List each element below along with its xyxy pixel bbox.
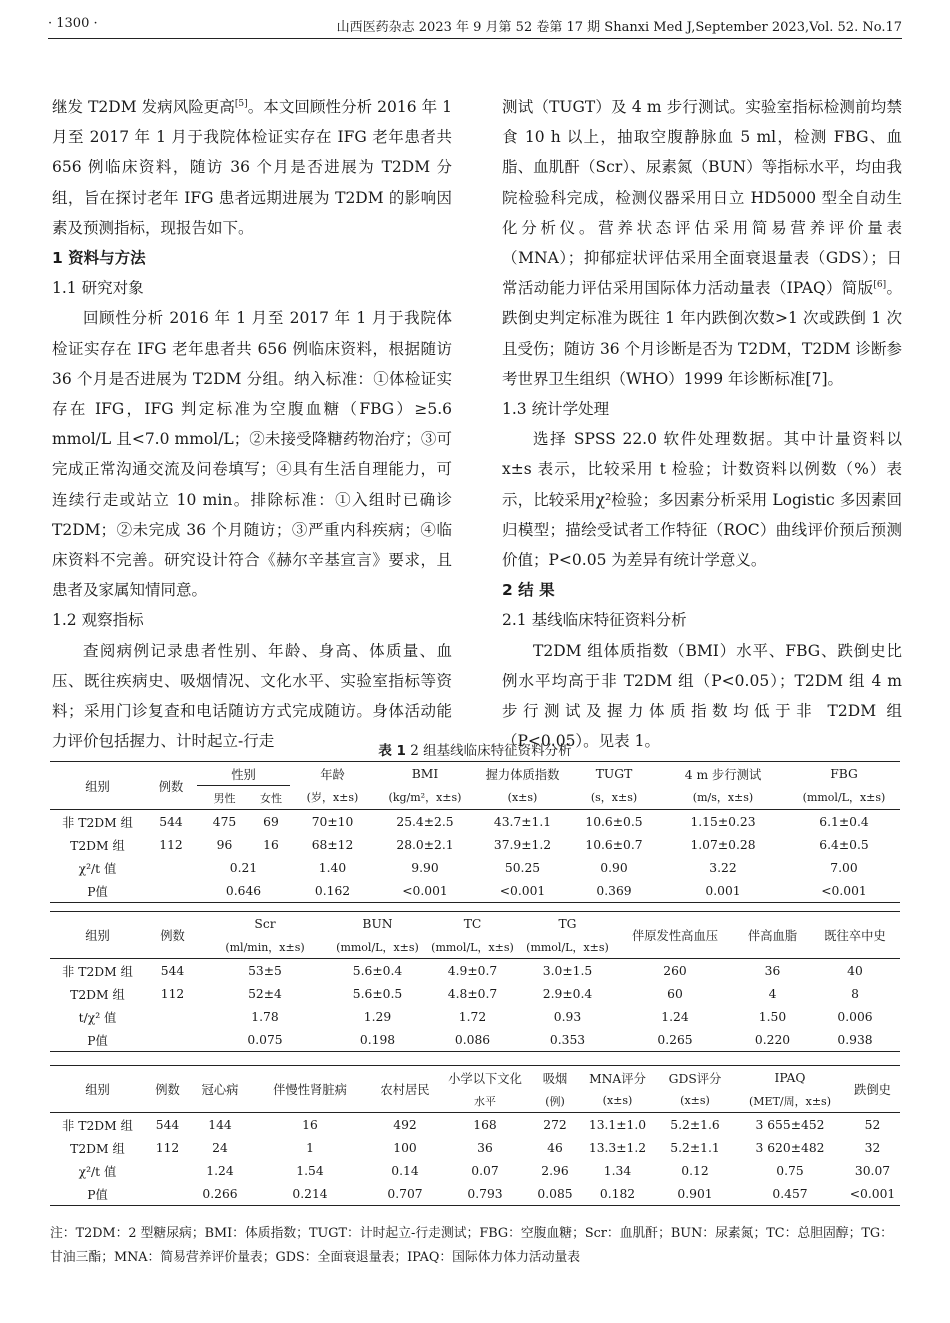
subsection-heading: 1.3 统计学处理 bbox=[502, 400, 610, 419]
table-row bbox=[50, 1028, 900, 1052]
table-cell: 16 bbox=[263, 837, 279, 852]
th2-count: 例数 bbox=[160, 929, 185, 943]
table-cell: 1.40 bbox=[318, 860, 347, 875]
table-row bbox=[50, 1159, 900, 1182]
table-cell: 0.901 bbox=[655, 1182, 735, 1206]
table-cell: 6.4±0.5 bbox=[819, 837, 869, 852]
body-paragraph: 查阅病例记录患者性别、年龄、身高、体质量、血压、既往疾病史、吸烟情况、文化水平、实验室指标等资料；采用门诊复查和电话随访方式完成随访。身体活动能力评价包括握力、计时起立-行走 bbox=[52, 641, 452, 751]
table-cell: 25.4±2.5 bbox=[375, 810, 475, 834]
table-cell: P值 bbox=[50, 879, 145, 903]
citation-ref: [5] bbox=[234, 98, 248, 109]
body-paragraph: 回顾性分析 2016 年 1 月至 2017 年 1 月于我院体检证实存在 IFG 老年患者共 656 例临床资料，根据随访 36 个月是否进展为 T2DM 分组。纳入标准：①体检证实存在 IFG，IFG 判定标准为空腹血糖（FBG）≥5.6 mmol/L 且<7.0 mmol/L；②未接受降糖药物治疗；③可完成正常沟通交流及问卷填写；④具有生活自理能力，可连续行走或站立 10 min。排除标准：①入组时已确诊 T2DM；②未完成 36 个月随访；③严重内科疾病；④临床资料不完善。研究设计符合《赫尔辛基宣言》要求，且患者及家属知情同意。 bbox=[52, 309, 452, 600]
th-bmi-unit: (kg/m²，x±s) bbox=[388, 791, 462, 805]
th-sex: 性别 bbox=[197, 762, 290, 786]
table-cell: 475 bbox=[197, 810, 252, 834]
table-row bbox=[50, 1136, 900, 1159]
subsection-heading: 1.1 研究对象 bbox=[52, 279, 144, 298]
running-header bbox=[48, 14, 902, 39]
table-cell: 544 bbox=[145, 810, 197, 834]
th2-group: 组别 bbox=[85, 929, 110, 943]
table-row bbox=[50, 1005, 900, 1028]
table-cell: 68±12 bbox=[311, 837, 354, 852]
table-cell: 100 bbox=[393, 1140, 417, 1155]
table-cell: 1.54 bbox=[296, 1163, 324, 1178]
table-cell: 272 bbox=[530, 1113, 580, 1137]
table-cell bbox=[145, 1182, 190, 1206]
th3-gds: GDS评分 bbox=[668, 1071, 722, 1086]
table-cell: 1.15±0.23 bbox=[658, 810, 788, 834]
table-cell: 10.6±0.5 bbox=[570, 810, 658, 834]
th3-rural: 农村居民 bbox=[380, 1083, 430, 1097]
th3-ipaq: IPAQ bbox=[774, 1070, 806, 1085]
table-cell: 1.24 bbox=[661, 1009, 689, 1024]
table-cell: 1.24 bbox=[206, 1163, 234, 1178]
th2-bun-unit: (mmol/L，x±s) bbox=[336, 940, 419, 954]
table-cell bbox=[145, 879, 197, 903]
table-note: 注：T2DM：2 型糖尿病；BMI：体质指数；TUGT：计时起立-行走测试；FBG：空腹血糖；Scr：血肌酐；BUN：尿素氮；TC：总胆固醇；TG：甘油三酯；MNA：简易营养评价量表；GDS：全面衰退量表；IPAQ：国际体力体力活动量表 bbox=[50, 1226, 893, 1265]
table-cell: 3 620±482 bbox=[755, 1140, 825, 1155]
table-cell: 24 bbox=[212, 1140, 228, 1155]
table-cell: 4 bbox=[768, 986, 777, 1001]
table-cell: 492 bbox=[370, 1113, 440, 1137]
table-cell: 112 bbox=[159, 837, 183, 852]
th2-scr-unit: (ml/min，x±s) bbox=[225, 940, 305, 954]
th3-chd: 冠心病 bbox=[201, 1083, 239, 1097]
table-cell: 70±10 bbox=[290, 810, 375, 834]
th3-group: 组别 bbox=[85, 1083, 110, 1097]
table-cell: 0.220 bbox=[735, 1028, 810, 1052]
th2-scr: Scr bbox=[254, 916, 276, 931]
table-cell: 1.78 bbox=[251, 1009, 279, 1024]
table-cell: 0.369 bbox=[570, 879, 658, 903]
th3-edu: 小学以下文化 bbox=[448, 1071, 522, 1086]
table-cell: 10.6±0.7 bbox=[585, 837, 643, 852]
table-3 bbox=[50, 1065, 900, 1206]
table-cell: 3.22 bbox=[709, 860, 737, 875]
body-paragraph: 继发 T2DM 发病风险更高[5]。本文回顾性分析 2016 年 1 月至 2017 年 1 月于我院体检证实存在 IFG 老年患者共 656 例临床资料，随访 36 个月是否进展为 T2DM 分组，旨在探讨老年 IFG 患者远期进展为 T2DM 的影响因素及预测指标，现报告如下。 bbox=[52, 98, 452, 237]
table-row bbox=[50, 833, 900, 856]
th2-tc: TC bbox=[463, 916, 482, 931]
table-cell: t/χ² 值 bbox=[78, 1010, 117, 1025]
table-cell: 96 bbox=[216, 837, 233, 852]
table-cell: <0.001 bbox=[845, 1182, 900, 1206]
table-cell: 0.646 bbox=[197, 879, 290, 903]
table-cell: 144 bbox=[190, 1113, 250, 1137]
table-cell: 0.14 bbox=[391, 1163, 419, 1178]
table-cell: 1.34 bbox=[603, 1163, 632, 1178]
body-paragraph: T2DM 组体质指数（BMI）水平、FBG、跌倒史比例水平均高于非 T2DM 组（P<0.05）；T2DM 组 4 m 步行测试及握力体质指数均低于非 T2DM 组（P<0.05）。见表 1。 bbox=[502, 641, 902, 751]
table-cell: 13.3±1.2 bbox=[588, 1140, 647, 1155]
th2-bun: BUN bbox=[362, 916, 393, 931]
body-paragraph: 选择 SPSS 22.0 软件处理数据。其中计量资料以 x±s 表示，比较采用 t 检验；计数资料以例数（%）表示，比较采用χ²检验；多因素分析采用 Logistic 多因素回归模型；描绘受试者工作特征（ROC）曲线评价预后预测价值；P<0.05 为差异有统计学意义。 bbox=[502, 430, 902, 570]
table-row bbox=[50, 982, 900, 1005]
table-cell: 544 bbox=[145, 1113, 190, 1137]
table-cell: 37.9±1.2 bbox=[493, 837, 552, 852]
th2-stroke: 既往卒中史 bbox=[824, 929, 886, 943]
th-grip-unit: (x±s) bbox=[507, 790, 538, 804]
table-cell: 43.7±1.1 bbox=[475, 810, 570, 834]
table-cell: 1 bbox=[306, 1140, 314, 1155]
table-cell: 168 bbox=[440, 1113, 530, 1137]
table-cell: 112 bbox=[155, 1140, 180, 1155]
th-female: 女性 bbox=[260, 791, 282, 805]
th2-hyperlipidemia: 伴高血脂 bbox=[747, 929, 798, 943]
th3-count: 例数 bbox=[155, 1083, 180, 1097]
table-cell: 非 T2DM 组 bbox=[50, 1113, 145, 1137]
table-cell: 7.00 bbox=[830, 860, 858, 875]
table-cell: 2.96 bbox=[541, 1163, 569, 1178]
table-cell: 0.12 bbox=[681, 1163, 709, 1178]
table-cell: 0.457 bbox=[735, 1182, 845, 1206]
th2-tg-unit: (mmol/L，x±s) bbox=[526, 940, 609, 954]
table-cell: 0.266 bbox=[190, 1182, 250, 1206]
th-age-unit: (岁，x±s) bbox=[306, 791, 359, 805]
table-cell: 0.162 bbox=[290, 879, 375, 903]
table-cell: T2DM 组 bbox=[70, 838, 125, 853]
th-tugt: TUGT bbox=[595, 766, 633, 781]
table-cell: T2DM 组 bbox=[70, 987, 125, 1002]
th-fbg: FBG bbox=[830, 766, 858, 781]
table-cell: 0.006 bbox=[837, 1009, 873, 1024]
table-cell: 0.07 bbox=[471, 1163, 499, 1178]
table-cell: P值 bbox=[50, 1028, 145, 1052]
table-row bbox=[50, 856, 900, 879]
table-cell: 0.182 bbox=[580, 1182, 655, 1206]
table-cell: 1.72 bbox=[458, 1009, 487, 1024]
table-cell: 0.214 bbox=[250, 1182, 370, 1206]
table-cell: 36 bbox=[477, 1140, 493, 1155]
table-caption-text: 2 组基线临床特征资料分析 bbox=[410, 743, 572, 759]
table-cell: 0.085 bbox=[530, 1182, 580, 1206]
table-cell: 69 bbox=[252, 810, 290, 834]
table-cell: 0.265 bbox=[615, 1028, 735, 1052]
table-caption bbox=[0, 739, 950, 759]
table-cell: 6.1±0.4 bbox=[788, 810, 900, 834]
table-cell bbox=[145, 1159, 190, 1182]
table-cell: 36 bbox=[735, 959, 810, 983]
right-column bbox=[502, 92, 902, 756]
table-cell: 0.001 bbox=[658, 879, 788, 903]
table-cell bbox=[145, 856, 197, 879]
section-heading: 2 结 果 bbox=[502, 581, 555, 600]
th-group: 组别 bbox=[85, 779, 110, 794]
table-cell: 0.075 bbox=[200, 1028, 330, 1052]
th2-tc-unit: (mmol/L，x±s) bbox=[431, 940, 514, 954]
table-2 bbox=[50, 911, 900, 1052]
table-cell: 50.25 bbox=[504, 860, 541, 875]
table-cell: <0.001 bbox=[788, 879, 900, 903]
table-cell: 0.086 bbox=[425, 1028, 520, 1052]
th3-smoke: 吸烟 bbox=[542, 1071, 568, 1086]
th3-ipaq-unit: (MET/周，x±s) bbox=[749, 1094, 831, 1108]
th-bmi: BMI bbox=[411, 766, 439, 781]
table-cell: <0.001 bbox=[375, 879, 475, 903]
subsection-heading: 1.2 观察指标 bbox=[52, 611, 144, 630]
table-cell: 5.6±0.4 bbox=[330, 959, 425, 983]
table-cell: 28.0±2.1 bbox=[396, 837, 454, 852]
table-cell: 40 bbox=[810, 959, 900, 983]
table-cell: 9.90 bbox=[411, 860, 439, 875]
table-cell: χ²/t 值 bbox=[78, 861, 117, 876]
th-walk-unit: (m/s，x±s) bbox=[692, 791, 754, 805]
th3-gds-unit: (x±s) bbox=[680, 1094, 710, 1107]
table-row bbox=[50, 959, 900, 983]
th-count: 例数 bbox=[158, 779, 184, 794]
table-cell: 3.0±1.5 bbox=[520, 959, 615, 983]
table-cell: 5.6±0.5 bbox=[352, 986, 403, 1001]
th-fbg-unit: (mmol/L，x±s) bbox=[802, 791, 886, 805]
table-cell: 2.9±0.4 bbox=[542, 986, 593, 1001]
th3-fall: 跌倒史 bbox=[854, 1083, 891, 1097]
th-walk: 4 m 步行测试 bbox=[684, 767, 762, 782]
table-row bbox=[50, 1113, 900, 1137]
table-cell: 0.707 bbox=[370, 1182, 440, 1206]
table-cell: 5.2±1.6 bbox=[655, 1113, 735, 1137]
table-cell: P值 bbox=[50, 1182, 145, 1206]
table-cell: 52±4 bbox=[248, 986, 282, 1001]
left-column bbox=[52, 92, 452, 756]
page-number: · 1300 · bbox=[48, 16, 98, 31]
table-cell: 5.2±1.1 bbox=[670, 1140, 720, 1155]
table-cell: 4.8±0.7 bbox=[447, 986, 498, 1001]
body-paragraph: 测试（TUGT）及 4 m 步行测试。实验室指标检测前均禁食 10 h 以上，抽取空腹静脉血 5 ml，检测 FBG、血脂、血肌酐（Scr）、尿素氮（BUN）等指标水平，均由我院检验科完成，检测仪器采用日立 HD5000 型全自动生化分析仪。营养状态评估采用简易营养评价量表（MNA）；抑郁症状评估采用全面衰退量表（GDS）；日常活动能力评估采用国际体力活动量表（IPAQ）简版[6]。跌倒史判定标准为既往 1 年内跌倒次数>1 次或跌倒 1 次且受伤；随访 36 个月诊断是否为 T2DM，T2DM 诊断参考世界卫生组织（WHO）1999 年诊断标准[7]。 bbox=[502, 98, 902, 388]
table-cell: 0.198 bbox=[330, 1028, 425, 1052]
subsection-heading: 2.1 基线临床特征资料分析 bbox=[502, 611, 687, 630]
table-cell: 非 T2DM 组 bbox=[50, 810, 145, 834]
th-grip: 握力体质指数 bbox=[485, 767, 560, 782]
table-cell: <0.001 bbox=[475, 879, 570, 903]
table-cell: 0.75 bbox=[776, 1163, 804, 1178]
section-heading: 1 资料与方法 bbox=[52, 249, 146, 268]
table-cell: 52 bbox=[845, 1113, 900, 1137]
th3-ckd: 伴慢性肾脏病 bbox=[273, 1083, 347, 1097]
table-cell: 0.938 bbox=[810, 1028, 900, 1052]
table-cell: 4.9±0.7 bbox=[425, 959, 520, 983]
table-cell: 32 bbox=[864, 1140, 881, 1155]
table-cell: 544 bbox=[145, 959, 200, 983]
table-cell: 0.793 bbox=[440, 1182, 530, 1206]
th2-tg: TG bbox=[558, 916, 577, 931]
table-cell: 0.93 bbox=[553, 1009, 582, 1024]
table-cell bbox=[145, 1028, 200, 1052]
th-age: 年龄 bbox=[320, 767, 345, 782]
table-cell: χ²/t 值 bbox=[78, 1164, 117, 1179]
table-1 bbox=[50, 761, 900, 903]
table-cell: 0.21 bbox=[229, 860, 258, 875]
citation-ref: [6] bbox=[873, 280, 887, 291]
table-cell: 8 bbox=[851, 986, 859, 1001]
table-cell: 260 bbox=[615, 959, 735, 983]
journal-info: 山西医药杂志 2023 年 9 月第 52 卷第 17 期 Shanxi Med J,September 2023,Vol. 52. No.17 bbox=[336, 20, 902, 35]
table-cell: 0.90 bbox=[600, 860, 628, 875]
table-cell: 0.353 bbox=[520, 1028, 615, 1052]
table-cell: 53±5 bbox=[200, 959, 330, 983]
th3-smoke-unit: (例) bbox=[545, 1094, 565, 1108]
table-cell: 16 bbox=[250, 1113, 370, 1137]
table-cell: 非 T2DM 组 bbox=[50, 959, 145, 983]
th3-mna-unit: (x±s) bbox=[602, 1094, 633, 1107]
table-cell: T2DM 组 bbox=[70, 1141, 125, 1156]
th3-edu-2: 水平 bbox=[474, 1094, 496, 1108]
th3-mna: MNA评分 bbox=[589, 1071, 646, 1086]
table-cell: 60 bbox=[667, 986, 683, 1001]
table-cell: 1.29 bbox=[363, 1009, 392, 1024]
th2-hypertension: 伴原发性高血压 bbox=[631, 929, 719, 943]
table-cell: 3 655±452 bbox=[735, 1113, 845, 1137]
table-cell: 1.07±0.28 bbox=[690, 837, 756, 852]
th-tugt-unit: (s，x±s) bbox=[590, 791, 638, 805]
table-cell: 1.50 bbox=[758, 1009, 787, 1024]
table-cell: 112 bbox=[160, 986, 185, 1001]
table-cell bbox=[145, 1005, 200, 1028]
table-row bbox=[50, 810, 900, 834]
table-cell: 46 bbox=[547, 1140, 563, 1155]
table-row bbox=[50, 1182, 900, 1206]
table-cell: 30.07 bbox=[854, 1163, 891, 1178]
table-caption-label: 表 1 bbox=[378, 743, 406, 759]
table-row bbox=[50, 879, 900, 903]
th-male: 男性 bbox=[213, 791, 236, 805]
table-cell: 13.1±1.0 bbox=[580, 1113, 655, 1137]
